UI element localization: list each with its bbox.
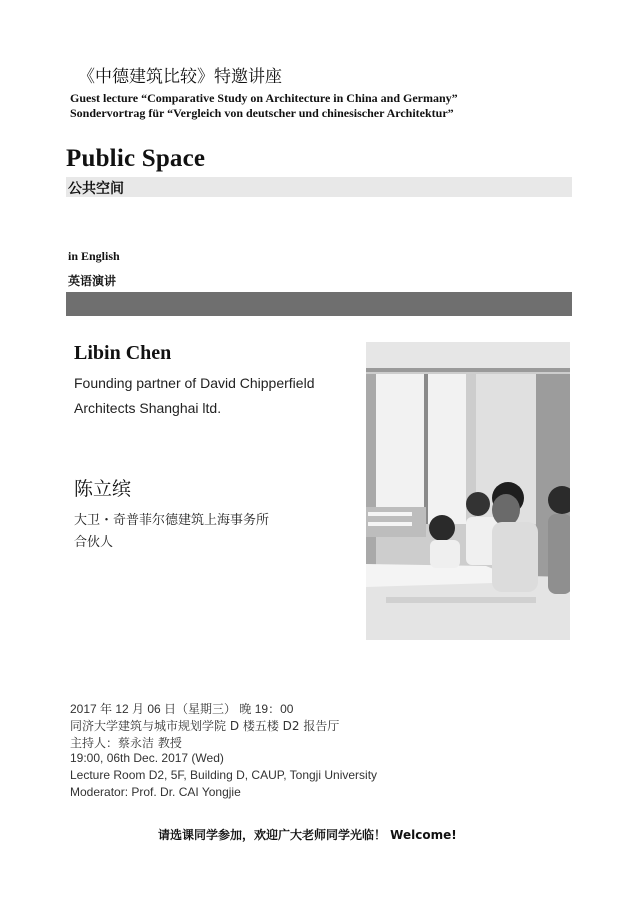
speaker-role-en-line1: Founding partner of David Chipperfield (74, 375, 315, 391)
speaker-role-cn-line1: 大卫・奇普菲尔德建筑上海事务所 (74, 513, 270, 528)
topic-title-cn: 公共空间 (68, 181, 124, 197)
event-date-en: 19:00, 06th Dec. 2017 (Wed) (70, 751, 224, 765)
event-date-cn: 2017 年 12 月 06 日（星期三） 晚 19：00 (70, 702, 294, 716)
language-label-cn: 英语演讲 (68, 274, 117, 288)
speaker-name-cn: 陈立缤 (74, 478, 132, 500)
lecture-series-title-en: Guest lecture “Comparative Study on Architecture in China and Germany” (70, 91, 458, 105)
lecture-series-title-de: Sondervortrag für “Vergleich von deutscher und chinesischer Architektur” (70, 106, 454, 120)
event-moderator-cn: 主持人：蔡永洁 教授 (70, 736, 182, 750)
welcome-note: 请选课同学参加，欢迎广大老师同学光临！ Welcome! (158, 828, 457, 842)
event-venue-cn: 同济大学建筑与城市规划学院 D 楼五楼 D2 报告厅 (70, 719, 340, 733)
speaker-photo (366, 342, 570, 640)
speaker-role-cn-line2: 合伙人 (74, 535, 114, 550)
language-label-en: in English (68, 249, 120, 263)
lecture-series-title-cn: 《中德建筑比较》特邀讲座 (78, 67, 282, 87)
topic-title-en: Public Space (66, 145, 206, 172)
divider-band (66, 292, 572, 316)
speaker-role-en-line2: Architects Shanghai ltd. (74, 400, 222, 416)
topic-band (66, 177, 572, 197)
event-venue-en: Lecture Room D2, 5F, Building D, CAUP, Tongji University (70, 768, 378, 782)
speaker-name-en: Libin Chen (74, 342, 172, 364)
event-moderator-en: Moderator: Prof. Dr. CAI Yongjie (70, 785, 241, 799)
